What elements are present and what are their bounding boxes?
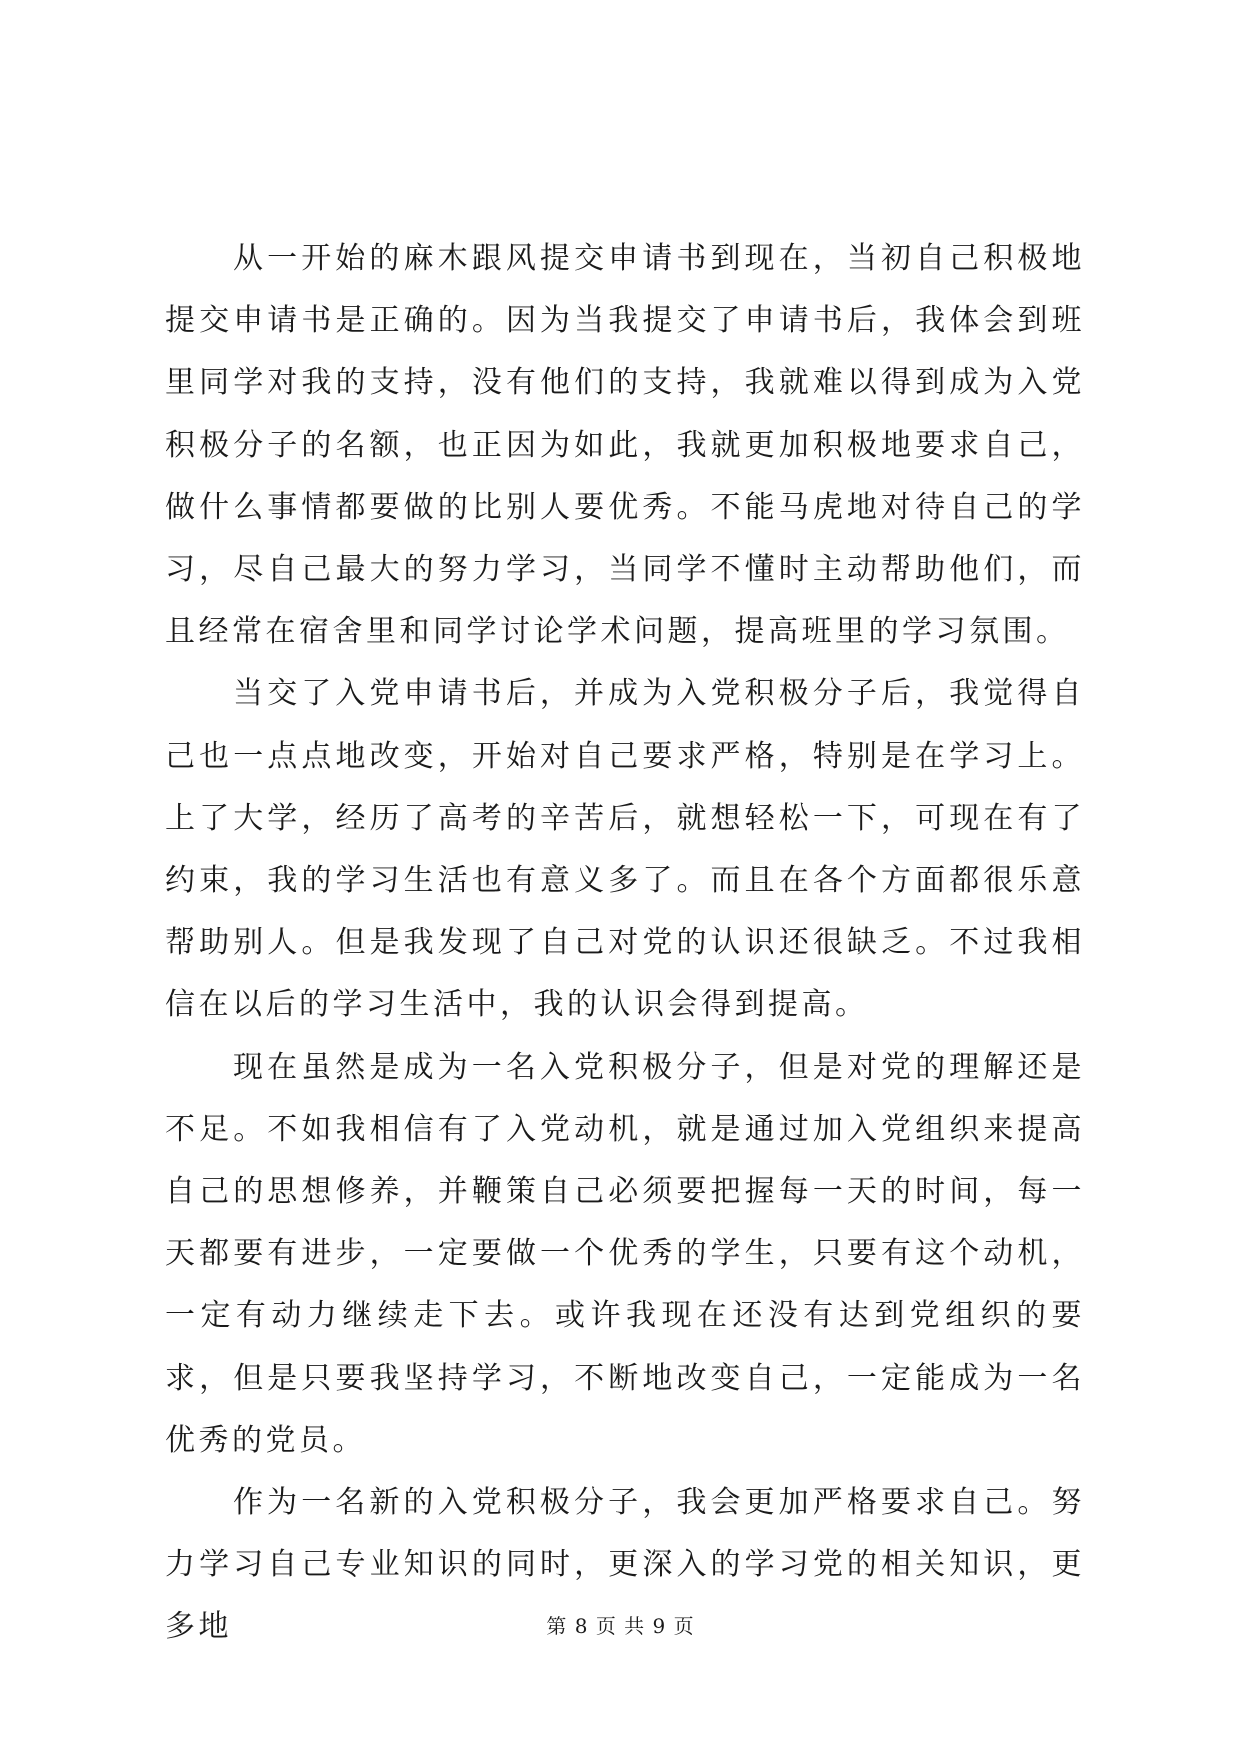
- page-number-footer: 第 8 页 共 9 页: [546, 1614, 695, 1638]
- paragraph-4: 作为一名新的入党积极分子，我会更加严格要求自己。努力学习自己专业知识的同时，更深入的学习党的相关知识，更多地: [165, 1485, 1085, 1645]
- document-body: [165, 228, 1085, 1659]
- paragraph-2: 当交了入党申请书后，并成为入党积极分子后，我觉得自己也一点点地改变，开始对自己要求严格，特别是在学习上。上了大学，经历了高考的辛苦后，就想轻松一下，可现在有了约束，我的学习生活也有意义多了。而且在各个方面都很乐意帮助别人。但是我发现了自己对党的认识还很缺乏。不过我相信在以后的学习生活中，我的认识会得到提高。: [165, 676, 1085, 1023]
- paragraph-1: 从一开始的麻木跟风提交申请书到现在，当初自己积极地提交申请书是正确的。因为当我提交了申请书后，我体会到班里同学对我的支持，没有他们的支持，我就难以得到成为入党积极分子的名额，也正因为如此，我就更加积极地要求自己，做什么事情都要做的比别人要优秀。不能马虎地对待自己的学习，尽自己最大的努力学习，当同学不懂时主动帮助他们，而且经常在宿舍里和同学讨论学术问题，提高班里的学习氛围。: [165, 241, 1085, 650]
- paragraph-3: 现在虽然是成为一名入党积极分子，但是对党的理解还是不足。不如我相信有了入党动机，就是通过加入党组织来提高自己的思想修养，并鞭策自己必须要把握每一天的时间，每一天都要有进步，一定要做一个优秀的学生，只要有这个动机，一定有动力继续走下去。或许我现在还没有达到党组织的要求，但是只要我坚持学习，不断地改变自己，一定能成为一名优秀的党员。: [165, 1049, 1085, 1458]
